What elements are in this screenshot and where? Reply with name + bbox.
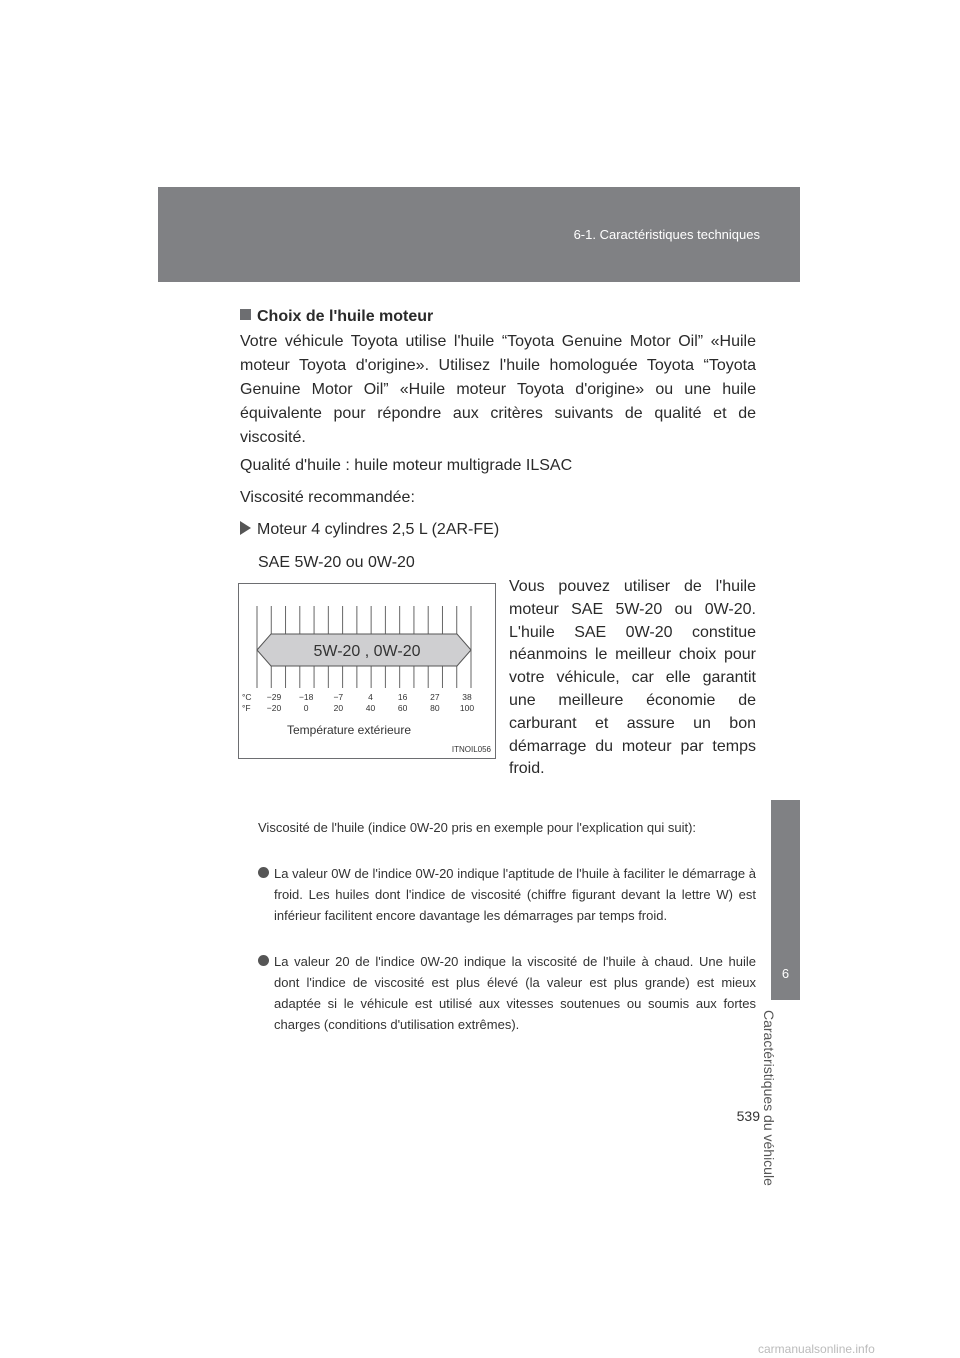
celsius-unit: °C — [242, 692, 252, 702]
chapter-label — [761, 1010, 803, 1310]
fahrenheit-tick-label: −20 — [266, 703, 282, 713]
circle-bullet-icon — [258, 867, 269, 878]
sae-grade: SAE 5W-20 ou 0W-20 — [258, 554, 415, 571]
intro-paragraph: Votre véhicule Toyota utilise l'huile “Toyota Genuine Motor Oil” «Huile moteur Toyota d'origine». Utilisez l'huile homologuée Toyota “Toyota Genuine Motor Oil” «Huile moteur Toyota d'origine» ou une huile équivalente pour répondre aux critères suivants de qualité et de viscosité. — [240, 333, 756, 446]
fahrenheit-tick-label: 100 — [459, 703, 475, 713]
section-reference: 6-1. Caractéristiques techniques — [573, 227, 760, 242]
viscosity-band-label: 5W-20 , 0W-20 — [313, 643, 421, 660]
celsius-tick-label: 4 — [368, 692, 373, 702]
celsius-scale — [267, 692, 472, 702]
celsius-tick-label: 27 — [430, 692, 440, 702]
figure-caption: Température extérieure — [286, 723, 412, 737]
fahrenheit-scale — [267, 703, 475, 713]
figure-code: ITNOIL056 — [451, 745, 491, 754]
heading-text: Choix de l'huile moteur — [257, 308, 434, 325]
celsius-tick-label: −7 — [333, 692, 344, 702]
celsius-tick-label: −29 — [266, 692, 282, 702]
viscosity-diagram — [239, 584, 495, 758]
fahrenheit-tick-label: 60 — [397, 703, 408, 713]
viscosity-label: Viscosité recommandée: — [240, 489, 415, 506]
viscosity-note: Viscosité de l'huile (indice 0W-20 pris en exemple pour l'explication qui suit): — [258, 820, 697, 835]
fahrenheit-tick-label: 40 — [365, 703, 376, 713]
list-item-text: La valeur 0W de l'indice 0W-20 indique l'aptitude de l'huile à faciliter le démarrage à froid. Les huiles dont l'indice de viscosité (chiffre figurant devant la lettre W) est inférieur facilitent encore davantage les démarrages par temps froid. — [274, 866, 756, 923]
figure-description: Vous pouvez utiliser de l'huile moteur SAE 5W-20 ou 0W-20. L'huile SAE 0W-20 constitue néanmoins le meilleur choix pour votre véhicule, car elle garantit une meilleure économie de carburant et assure un bon démarrage du moteur par temps froid. — [509, 578, 756, 778]
section-heading — [240, 308, 433, 326]
oil-quality: Qualité d'huile : huile moteur multigrade ILSAC — [240, 457, 573, 474]
engine-item — [240, 518, 756, 542]
list-item-text: La valeur 20 de l'indice 0W-20 indique la viscosité de l'huile à chaud. Une huile dont l'indice de viscosité est plus élevé (la valeur est plus grande) est mieux adaptée si le véhicule est utilisé aux vitesses soutenues ou soumis aux fortes charges (conditions d'utilisation extrêmes). — [274, 954, 756, 1032]
fahrenheit-tick-label: 20 — [333, 703, 344, 713]
square-bullet-icon — [240, 309, 251, 320]
engine-text: Moteur 4 cylindres 2,5 L (2AR-FE) — [257, 521, 500, 538]
circle-bullet-icon — [258, 955, 269, 966]
celsius-tick-label: −18 — [298, 692, 314, 702]
chapter-number: 6 — [781, 966, 790, 981]
viscosity-temperature-figure — [238, 583, 496, 759]
watermark: carmanualsonline.info — [758, 1342, 875, 1356]
fahrenheit-tick-label: 0 — [303, 703, 309, 713]
celsius-tick-label: 16 — [397, 692, 408, 702]
celsius-tick-label: 38 — [462, 692, 472, 702]
chapter-label-text: Caractéristiques du véhicule — [761, 1010, 777, 1186]
triangle-bullet-icon — [240, 521, 251, 535]
fahrenheit-tick-label: 80 — [430, 703, 440, 713]
fahrenheit-unit: °F — [242, 703, 251, 713]
page-number: 539 — [736, 1108, 760, 1124]
